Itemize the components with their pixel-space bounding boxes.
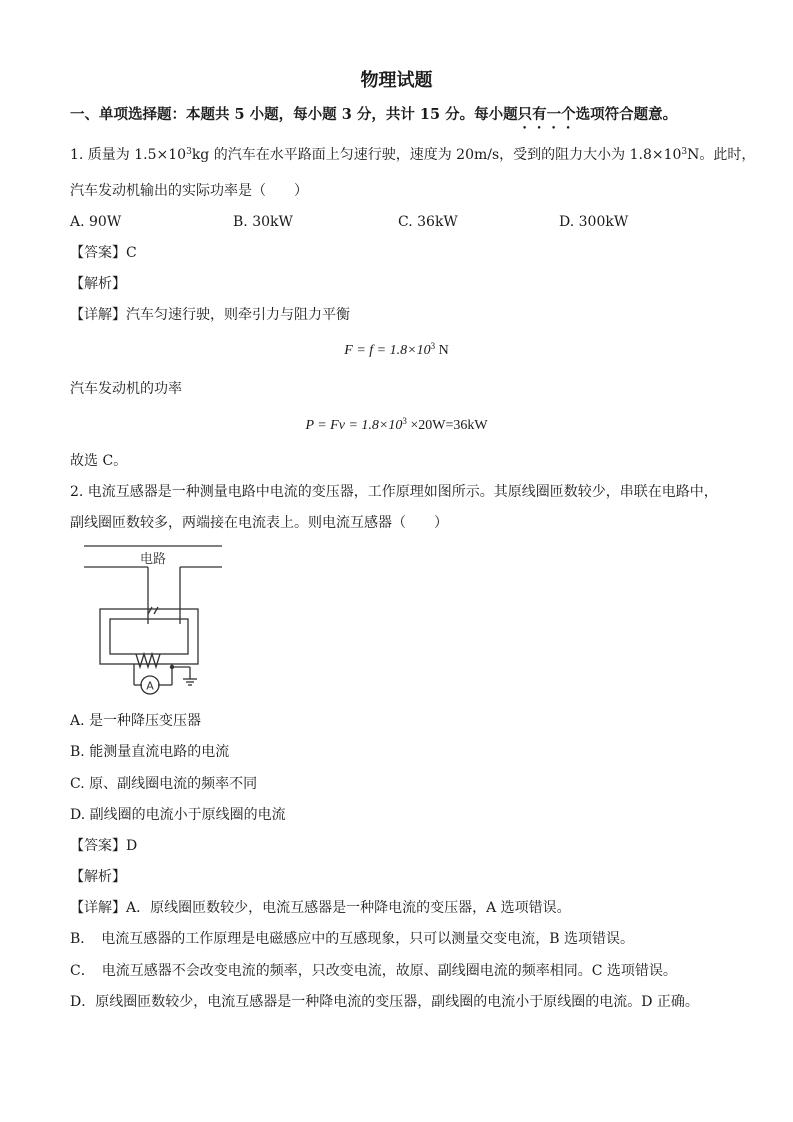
q2-option-a: A. 是一种降压变压器 [70, 713, 202, 729]
equation-text: F = f = 1.8×10 [344, 343, 431, 358]
circuit-label: 电路 [139, 552, 167, 567]
q1-option-b [233, 213, 293, 231]
q1-conclusion: 故选 C。 [70, 453, 128, 469]
answer-tag: 【答案】 [70, 838, 126, 854]
detail-text: A．原线圈匝数较少，电流互感器是一种降电流的变压器，A 选项错误。 [126, 900, 571, 916]
heading-text-end: 选项符合题意。 [575, 106, 678, 123]
option-text: 36kW [417, 214, 458, 230]
q1-exponent: 3 [681, 147, 688, 157]
option-label: A. [70, 214, 85, 230]
equation-exponent: 3 [402, 416, 407, 426]
option-label: C. [398, 214, 413, 230]
transformer-core-inner [110, 619, 188, 654]
q1-stem-line1 [70, 146, 755, 164]
q1-stem-line2: 汽车发动机输出的实际功率是（ ） [70, 183, 308, 199]
heading-emphasis: 只有一个 [517, 106, 576, 123]
equation-text: P = Fv = 1.8×10 [305, 418, 403, 433]
q1-power-text: 汽车发动机的功率 [70, 381, 182, 397]
q1-option-d [559, 213, 628, 231]
q2-option-b: B. 能测量直流电路的电流 [70, 744, 230, 760]
equation-result: ×20W=36kW [406, 418, 488, 433]
q2-option-c: C. 原、副线圈电流的频率不同 [70, 776, 258, 792]
page-title: 物理试题 [360, 70, 433, 91]
q1-text: N。此时， [687, 147, 756, 163]
q2-analysis-tag: 【解析】 [70, 869, 126, 885]
heading-text: 一、单项选择题：本题共 5 小题，每小题 3 分，共计 15 分。每小题 [70, 106, 518, 123]
q1-text: kg 的汽车在水平路面上匀速行驶，速度为 20m/s，受到的阻力大小为 1.8×10 [191, 147, 682, 163]
q1-option-a [70, 213, 121, 231]
section-heading [70, 106, 677, 132]
junction-dot [170, 665, 174, 669]
q1-exponent: 3 [186, 147, 192, 157]
q1-equation-2 [0, 417, 793, 435]
q2-detail-c: C． 电流互感器不会改变电流的频率，只改变电流，故原、副线圈电流的频率相同。C 选项错误。 [70, 963, 677, 979]
detail-tag: 【详解】 [70, 900, 126, 916]
q1-text: 1. 质量为 1.5×10 [70, 147, 187, 163]
equation-exponent: 3 [430, 341, 436, 351]
detail-tag: 【详解】 [70, 307, 126, 323]
secondary-coil [136, 654, 160, 667]
q1-analysis-tag: 【解析】 [70, 276, 126, 292]
q1-equation-1 [0, 342, 793, 360]
answer-value: D [126, 838, 138, 854]
answer-value: C [126, 245, 137, 261]
option-text: 90W [89, 214, 122, 230]
option-text: 30kW [252, 214, 293, 230]
q2-stem-line2: 副线圈匝数较多，两端接在电流表上。则电流互感器（ ） [70, 515, 448, 531]
option-label: B. [233, 214, 248, 230]
q1-detail [70, 306, 350, 324]
answer-tag: 【答案】 [70, 245, 126, 261]
current-transformer-diagram [80, 543, 230, 703]
q2-detail-a [70, 899, 571, 917]
q2-option-d: D. 副线圈的电流小于原线圈的电流 [70, 807, 286, 823]
equation-unit: N [435, 343, 449, 358]
detail-text: 汽车匀速行驶，则牵引力与阻力平衡 [126, 307, 350, 323]
q1-option-c [398, 213, 458, 231]
option-text: 300kW [578, 214, 629, 230]
q2-answer [70, 837, 137, 855]
q1-answer [70, 244, 137, 262]
transformer-core-outer [100, 609, 198, 664]
q2-stem-line1: 2. 电流互感器是一种测量电路中电流的变压器，工作原理如图所示。其原线圈匝数较少，串联在电路中， [70, 484, 718, 500]
q2-detail-b: B． 电流互感器的工作原理是电磁感应中的互感现象，只可以测量交变电流，B 选项错误。 [70, 931, 635, 947]
ammeter-label: A [146, 679, 154, 693]
option-label: D. [559, 214, 575, 230]
q2-detail-d: D．原线圈匝数较少，电流互感器是一种降电流的变压器，副线圈的电流小于原线圈的电流。D 正确。 [70, 994, 699, 1010]
primary-coil [148, 607, 158, 614]
